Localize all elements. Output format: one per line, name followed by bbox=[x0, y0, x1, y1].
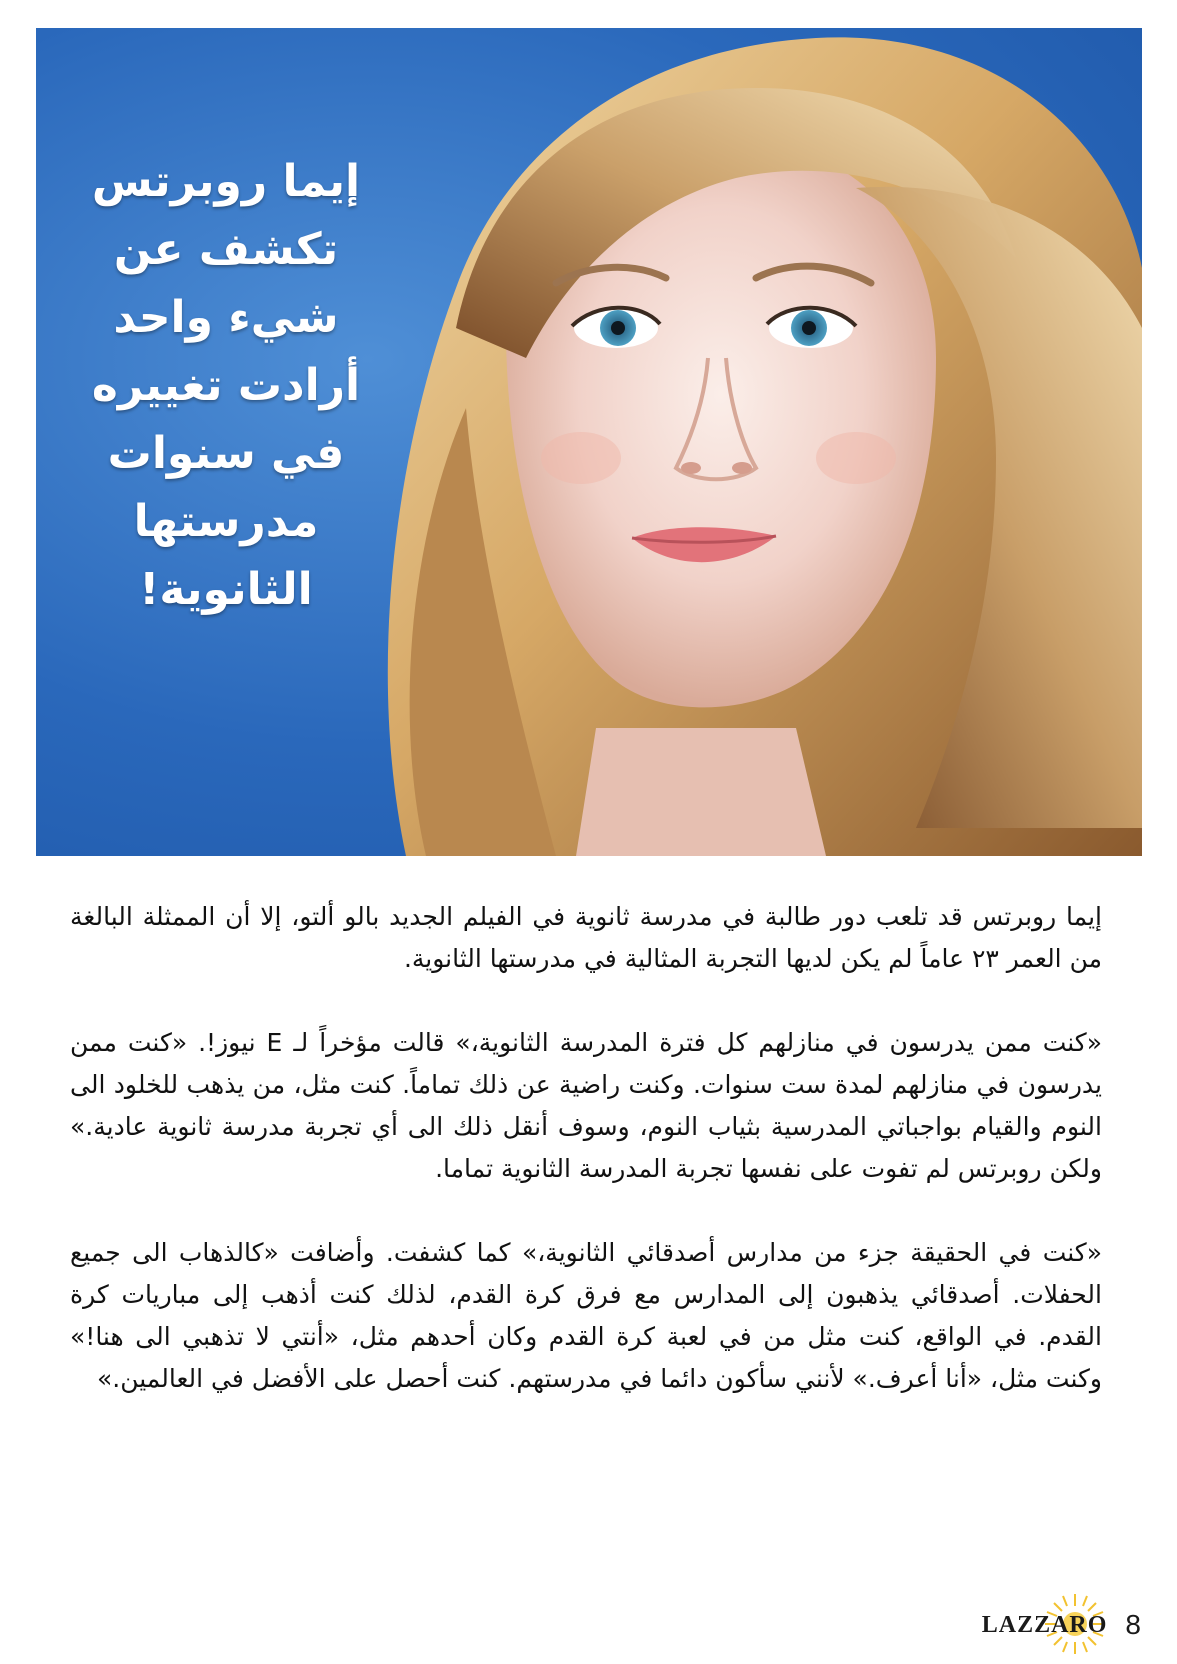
article-paragraph: إيما روبرتس قد تلعب دور طالبة في مدرسة ثانوية في الفيلم الجديد بالو ألتو، إلا أن الممثلة البالغة من العمر ٢٣ عاماً لم يكن لديها التجربة المثالية في مدرستها الثانوية. bbox=[70, 902, 1102, 973]
headline-line: شيء واحد bbox=[113, 292, 339, 343]
page-number: 8 bbox=[1125, 1609, 1141, 1640]
headline-line: أرادت تغييره bbox=[91, 360, 361, 411]
headline bbox=[76, 148, 376, 624]
article-body bbox=[70, 896, 1102, 1400]
article-paragraph: «كنت ممن يدرسون في منازلهم كل فترة المدرسة الثانوية،» قالت مؤخراً لـ E نيوز!. «كنت ممن يدرسون في منازلهم لمدة ست سنوات. وكنت راضية عن ذلك تماماً. كنت مثل، من يذهب للخلود الى النوم والقيام بواجباتي المدرسية بثياب النوم، وسوف أنقل ذلك الى أي تجربة مدرسة ثانوية عادية.» ولكن روبرتس لم تفوت على نفسها تجربة المدرسة الثانوية تماما. bbox=[70, 1028, 1103, 1183]
article-paragraph: «كنت في الحقيقة جزء من مدارس أصدقائي الثانوية،» كما كشفت. وأضافت «كالذهاب الى جميع الحفلات. أصدقائي يذهبون إلى المدارس مع فرق كرة القدم، لذلك كنت أذهب إلى مباريات كرة القدم. في الواقع، كنت مثل من في لعبة كرة القدم وكان أحدهم مثل، «أنتي لا تذهبي الى هنا!» وكنت مثل، «أنا أعرف.» لأنني سأكون دائما في مدرستهم. كنت أحصل على الأفضل في العالمين.» bbox=[70, 1238, 1102, 1393]
lazzaro-logo bbox=[982, 1600, 1108, 1650]
headline-line: مدرستها bbox=[133, 496, 319, 547]
logo-text: LAZZARO bbox=[981, 1611, 1108, 1638]
headline-line: إيما روبرتس bbox=[91, 156, 361, 207]
headline-line: الثانوية! bbox=[139, 564, 313, 615]
hero-photo-panel bbox=[36, 28, 1142, 856]
headline-line: تكشف عن bbox=[113, 224, 339, 275]
headline-line: في سنوات bbox=[107, 428, 345, 479]
page-footer bbox=[982, 1600, 1141, 1650]
